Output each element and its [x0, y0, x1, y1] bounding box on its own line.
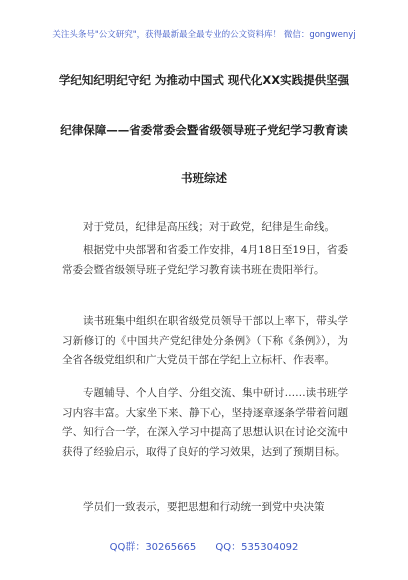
document-title-line-2: 纪律保障——省委常委会暨省级领导班子党纪学习教育读	[60, 123, 348, 137]
body-paragraph-1: 对于党员，纪律是高压线；对于政党，纪律是生命线。	[83, 221, 335, 233]
document-title-line-1: 学纪知纪明纪守纪 为推动中国式 现代化XX实践提供坚强	[58, 73, 350, 87]
body-paragraph-2: 根据党中央部署和省委工作安排，4月18日至19日，省委常委会暨省级领导班子党纪学习教育读书班在贵阳举行。	[62, 244, 348, 276]
body-paragraph-5: 学员们一致表示，要把思想和行动统一到党中央决策	[83, 501, 325, 513]
header-promo-note: 关注头条号"公文研究"，获得最新最全最专业的公文资料库！ 微信：gongwenyj	[52, 30, 356, 40]
body-paragraph-3: 读书班集中组织在职省级党员领导干部以上率下，带头学习新修订的《中国共产党纪律处分条例》（下称《条例》），为全省各级党组织和广大党员干部在学纪上立标杆、作表率。	[62, 315, 348, 366]
body-paragraph-4: 专题辅导、个人自学、分组交流、集中研讨……读书班学习内容丰富。大家坐下来、静下心，坚持逐章逐条学带着问题学、知行合一学，在深入学习中提高了思想认识在讨论交流中获得了经验启示，取得了良好的学习效果，达到了预期目标。	[62, 387, 348, 458]
footer-contact	[0, 538, 408, 553]
footer-qq-group: QQ群：30265665	[109, 542, 197, 553]
footer-qq-number: QQ：535304092	[215, 542, 299, 553]
document-title-line-3: 书班综述	[181, 171, 227, 185]
